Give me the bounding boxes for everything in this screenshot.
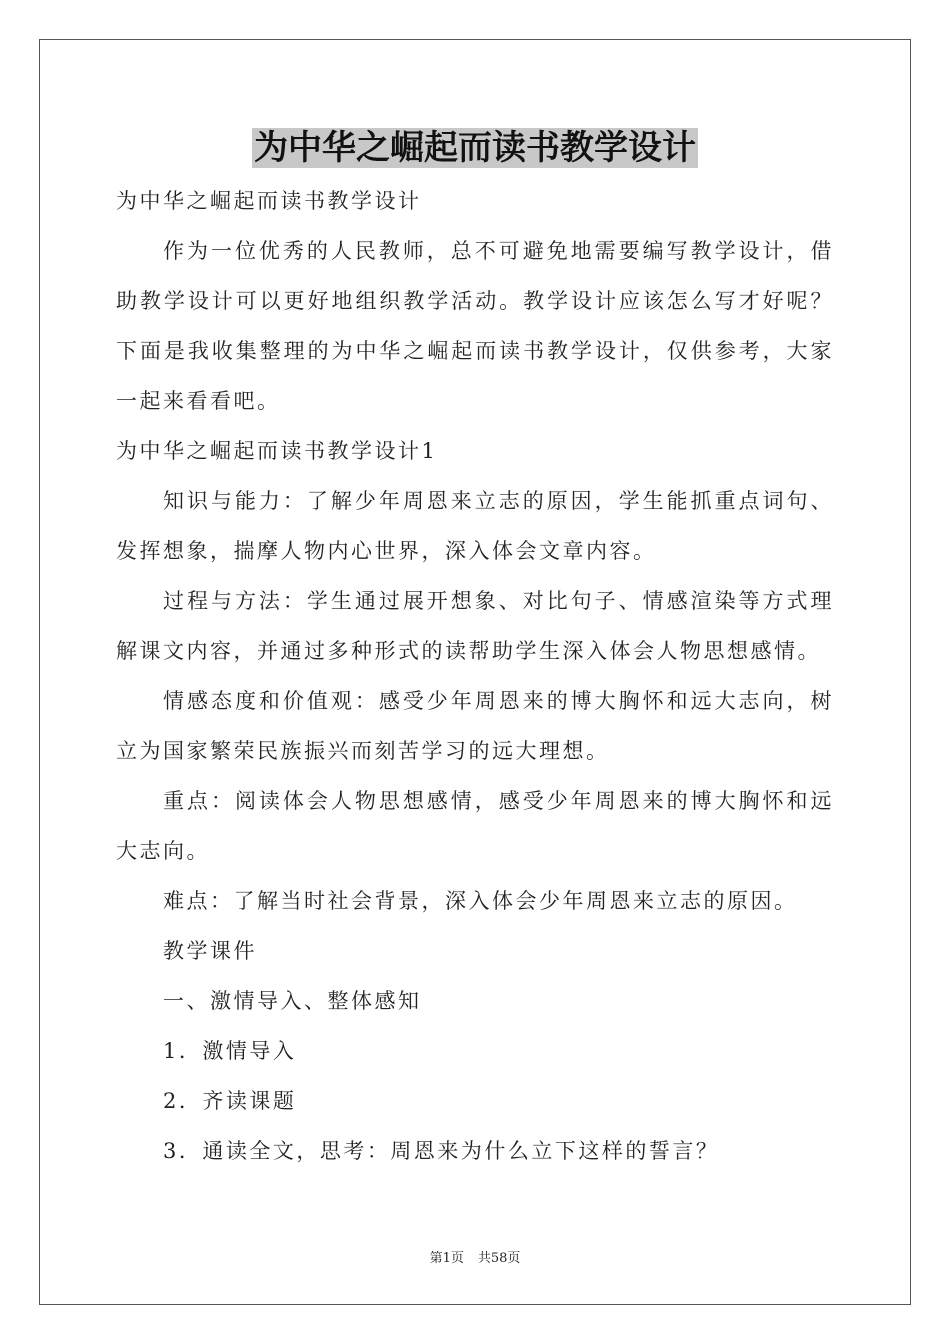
list-item: 3．通读全文，思考：周恩来为什么立下这样的誓言？: [163, 1139, 720, 1163]
page-number: 第1页: [429, 1251, 464, 1266]
intro-paragraph: 作为一位优秀的人民教师，总不可避免地需要编写教学设计，借助教学设计可以更好地组织教学活动。教学设计应该怎么写才好呢？下面是我收集整理的为中华之崛起而读书教学设计，仅供参考，大家一起来看看吧。: [116, 239, 834, 413]
list-item: 1．激情导入: [163, 1039, 297, 1063]
difficult-point: 难点：了解当时社会背景，深入体会少年周恩来立志的原因。: [163, 889, 798, 913]
subtitle-paragraph: 为中华之崛起而读书教学设计: [116, 189, 422, 213]
page-total: 共58页: [477, 1251, 521, 1266]
list-item: 2．齐读课题: [163, 1089, 297, 1113]
key-point: 重点：阅读体会人物思想感情，感受少年周恩来的博大胸怀和远大志向。: [116, 789, 834, 863]
objective-process: 过程与方法：学生通过展开想象、对比句子、情感渲染等方式理解课文内容，并通过多种形式的读帮助学生深入体会人物思想感情。: [116, 589, 834, 663]
objective-knowledge: 知识与能力：了解少年周恩来立志的原因，学生能抓重点词句、发挥想象，揣摩人物内心世界，深入体会文章内容。: [116, 489, 834, 563]
section-heading: 为中华之崛起而读书教学设计1: [116, 439, 438, 463]
page-footer: [0, 1247, 950, 1266]
teaching-materials: 教学课件: [163, 939, 257, 963]
document-body: [116, 176, 834, 1176]
document-title-text: 为中华之崛起而读书教学设计: [254, 128, 696, 168]
document-title: [0, 126, 950, 170]
step-heading: 一、激情导入、整体感知: [163, 989, 422, 1013]
objective-emotion: 情感态度和价值观：感受少年周恩来的博大胸怀和远大志向，树立为国家繁荣民族振兴而刻苦学习的远大理想。: [116, 689, 834, 763]
